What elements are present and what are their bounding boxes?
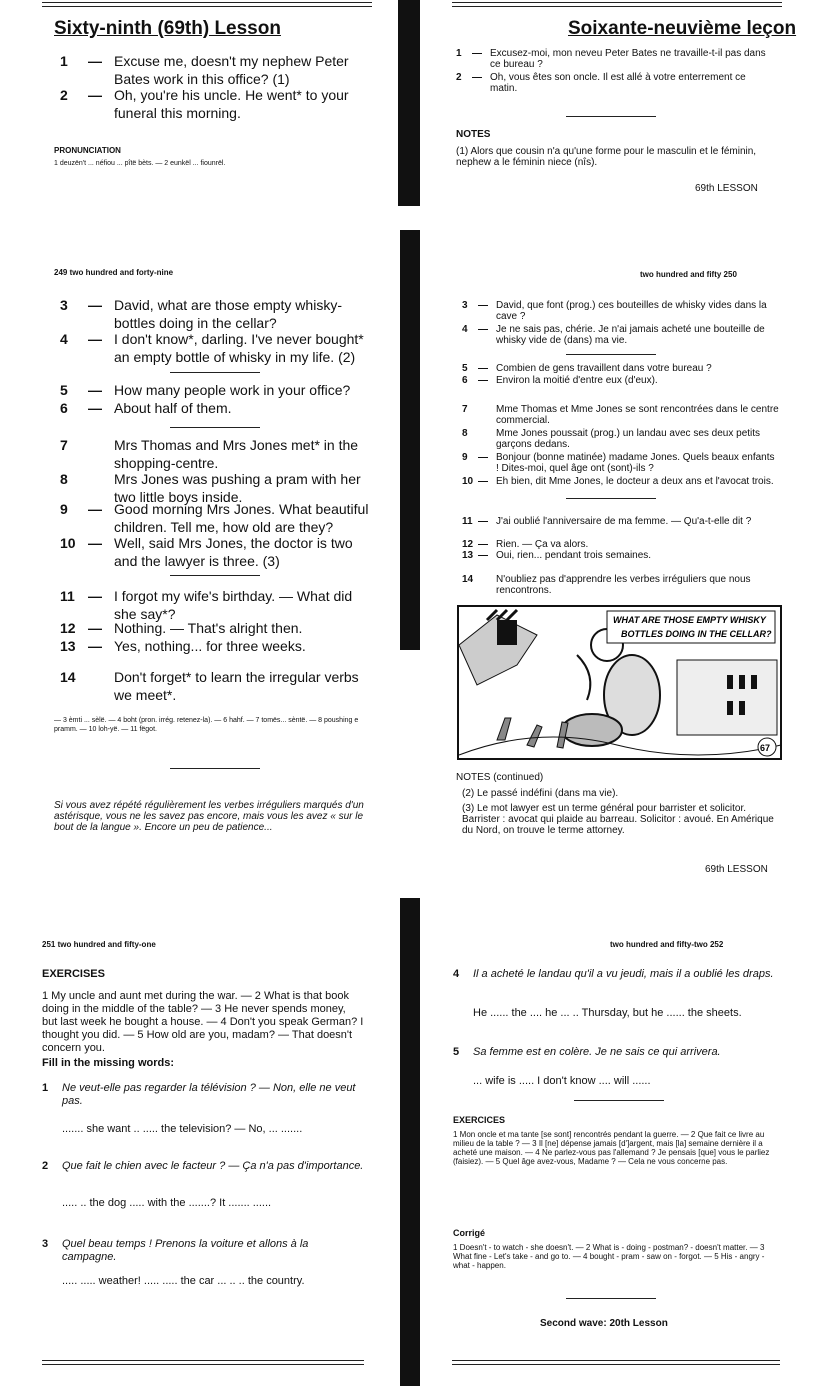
exercises-heading: EXERCISES (42, 968, 105, 980)
dialogue-line (60, 436, 376, 472)
dialogue-line (462, 324, 780, 346)
item-number: 2 (42, 1160, 49, 1172)
page-gutter-1 (398, 0, 420, 206)
page-header-left-3: 251 two hundred and fifty-one (42, 940, 156, 949)
question-text: Ne veut-elle pas regarder la télévision ? — Non, elle ne veut pas. (62, 1082, 356, 1107)
fill-question (42, 1160, 364, 1173)
line-text: Oh, vous êtes son oncle. Il est allé à votre enterrement ce matin. (490, 72, 746, 94)
line-number: 11 (462, 516, 473, 527)
line-number: 7 (60, 437, 68, 453)
line-dash: — (88, 535, 102, 551)
dialogue-line (462, 516, 780, 527)
dialogue-line (462, 574, 780, 596)
line-dash: — (472, 72, 482, 83)
fill-question (453, 968, 775, 981)
separator (566, 498, 656, 499)
separator (170, 427, 260, 428)
dialogue-line (60, 534, 376, 570)
dialogue-line (60, 668, 376, 704)
dialogue-line (462, 375, 780, 386)
fill-blank-answer: ....... she want .. ..... the television? — No, ... ....... (62, 1123, 303, 1135)
line-number: 9 (60, 501, 68, 517)
line-text: Don't forget* to learn the irregular verbs we meet*. (114, 669, 359, 703)
cartoon-caption-line-1: WHAT ARE THOSE EMPTY WHISKY (613, 615, 766, 625)
line-number: 3 (60, 297, 68, 313)
line-number: 4 (462, 324, 468, 335)
dialogue-line (60, 637, 376, 655)
page-gutter-3 (400, 898, 420, 1386)
line-dash: — (88, 87, 102, 103)
line-dash: — (88, 501, 102, 517)
line-dash: — (478, 476, 488, 487)
page-header-right: two hundred and fifty 250 (640, 270, 737, 279)
dialogue-line (60, 86, 376, 122)
line-text: Mrs Jones was pushing a pram with her two little boys inside. (114, 471, 361, 505)
pronunciation-text-2: — 3 èmti ... sèlë. — 4 boht (pron. irrég. retenez-la). — 6 hahf. — 7 tomës... sèntë. — 8 poushing e pramm. — 10 loh-yë. — 11 fëgot. (54, 717, 359, 733)
line-text: Oh, you're his uncle. He went* to your funeral this morning. (114, 87, 349, 121)
note-2: (2) Le passé indéfini (dans ma vie). (462, 788, 619, 799)
line-number: 1 (60, 53, 68, 69)
line-text: Yes, nothing... for three weeks. (114, 638, 306, 654)
dialogue-line (60, 587, 376, 623)
line-dash: — (478, 516, 488, 527)
line-dash: — (88, 382, 102, 398)
separator (574, 1100, 664, 1101)
line-number: 12 (60, 620, 76, 636)
item-number: 4 (453, 968, 460, 980)
line-number: 13 (462, 550, 474, 561)
line-number: 6 (60, 400, 68, 416)
page-gutter-2 (400, 230, 420, 650)
dialogue-line (60, 500, 376, 536)
line-text: Mme Thomas et Mme Jones se sont rencontrées dans le centre commercial. (496, 404, 779, 426)
dialogue-line (60, 296, 376, 332)
line-dash (88, 668, 114, 704)
line-number: 5 (462, 363, 468, 374)
line-number: 8 (462, 428, 468, 439)
top-rule-left (42, 2, 372, 7)
line-text: I don't know*, darling. I've never bought* an empty bottle of whisky in my life. (2) (114, 331, 364, 365)
line-dash: — (478, 452, 488, 463)
line-number: 7 (462, 404, 468, 415)
question-text: Il a acheté le landau qu'il a vu jeudi, mais il a oublié les draps. (473, 968, 774, 980)
cartoon-caption-line-2: BOTTLES DOING IN THE CELLAR? (621, 629, 772, 639)
line-text: Oui, rien... pendant trois semaines. (496, 550, 652, 561)
line-dash: — (88, 620, 102, 636)
note-1: (1) Alors que cousin n'a qu'une forme pour le masculin et le féminin, nephew a le féminin niece (nîs). (456, 146, 757, 168)
line-number: 13 (60, 638, 76, 654)
lesson-tag: 69th LESSON (695, 183, 758, 194)
line-text: Good morning Mrs Jones. What beautiful children. Tell me, how old are they? (114, 501, 369, 535)
line-text: About half of them. (114, 400, 232, 416)
note-3: (3) Le mot lawyer est un terme général pour barrister et solicitor. Barrister : avocat qui plaide au barreau. Solicitor : avoué. En Amérique du Nord, on trouve le terme attorney. (462, 803, 774, 836)
line-dash: — (478, 375, 488, 386)
line-text: Well, said Mrs Jones, the doctor is two and the lawyer is three. (3) (114, 535, 353, 569)
fill-question (453, 1046, 775, 1059)
lesson-tag-2: 69th LESSON (705, 864, 768, 875)
line-text: Excusez-moi, mon neveu Peter Bates ne travaille-t-il pas dans ce bureau ? (490, 48, 766, 70)
fill-heading: Fill in the missing words: (42, 1057, 175, 1069)
line-number: 3 (462, 300, 468, 311)
line-number: 2 (60, 87, 68, 103)
pronunciation-heading: PRONUNCIATION (54, 146, 121, 155)
line-dash: — (478, 300, 488, 311)
line-dash (88, 436, 114, 472)
line-text: David, que font (prog.) ces bouteilles de whisky vides dans la cave ? (496, 300, 767, 322)
item-number: 1 (42, 1082, 49, 1094)
line-text: Bonjour (bonne matinée) madame Jones. Quels beaux enfants ! Dites-moi, quel âge ont (sont)-ils ? (496, 452, 775, 474)
fill-blank-answer: He ...... the .... he ... .. Thursday, but he ...... the sheets. (473, 1007, 742, 1019)
question-text: Sa femme est en colère. Je ne sais ce qui arrivera. (473, 1046, 721, 1058)
page-header-right-3: two hundred and fifty-two 252 (610, 940, 724, 949)
line-text: Mme Jones poussait (prog.) un landau avec ses deux petits garçons dedans. (496, 428, 761, 450)
line-text: N'oubliez pas d'apprendre les verbes irréguliers que nous rencontrons. (496, 574, 751, 596)
line-dash (478, 428, 496, 450)
dialogue-line (462, 476, 780, 487)
dialogue-line (60, 399, 376, 417)
line-number: 9 (462, 452, 468, 463)
lesson-title-en: Sixty-ninth (69th) Lesson (54, 18, 281, 39)
corrige-text: 1 Doesn't - to watch - she doesn't. — 2 What is - doing - postman? - doesn't matter. — 3 What fine - Let's take - and go to. — 4 bought - pram - saw on - forgot. — 5 His - angry - what - happen. (453, 1243, 765, 1270)
line-text: Environ la moitié d'entre eux (d'eux). (496, 375, 658, 386)
dialogue-line (462, 300, 780, 322)
dialogue-line (462, 428, 780, 450)
line-text: Nothing. — That's alright then. (114, 620, 303, 636)
item-number: 3 (42, 1238, 49, 1250)
line-number: 11 (60, 588, 75, 604)
line-number: 12 (462, 539, 474, 550)
fill-question (42, 1082, 364, 1108)
dialogue-line (60, 381, 376, 399)
dialogue-line (456, 48, 774, 70)
line-dash: — (88, 331, 102, 347)
line-number: 10 (462, 476, 474, 487)
fill-blank-answer: ..... ..... weather! ..... ..... the car ... .. .. the country. (62, 1275, 305, 1287)
notes-continued-heading: NOTES (continued) (456, 772, 544, 783)
line-number: 2 (456, 72, 462, 83)
line-text: J'ai oublié l'anniversaire de ma femme. — Qu'a-t-elle dit ? (496, 516, 752, 527)
bottom-rule-right (452, 1360, 780, 1365)
line-number: 8 (60, 471, 68, 487)
line-number: 14 (60, 669, 76, 685)
fill-question (42, 1238, 364, 1264)
dialogue-line (456, 72, 774, 94)
line-text: David, what are those empty whisky-bottles doing in the cellar? (114, 297, 342, 331)
line-number: 5 (60, 382, 68, 398)
corrige-heading: Corrigé (453, 1228, 486, 1238)
separator (566, 116, 656, 117)
line-dash: — (88, 638, 102, 654)
fill-blank-answer: ... wife is ..... I don't know .... will ...... (473, 1075, 651, 1087)
second-wave: Second wave: 20th Lesson (540, 1318, 668, 1329)
dialogue-line (60, 52, 376, 88)
lesson-title-fr: Soixante-neuvième leçon (568, 18, 797, 39)
notes-heading: NOTES (456, 129, 491, 140)
line-text: Mrs Thomas and Mrs Jones met* in the shopping-centre. (114, 437, 359, 471)
line-dash: — (88, 297, 102, 313)
line-dash: — (478, 363, 488, 374)
line-number: 1 (456, 48, 462, 59)
line-text: Eh bien, dit Mme Jones, le docteur a deux ans et l'avocat trois. (496, 476, 774, 487)
line-number: 14 (462, 574, 474, 585)
dialogue-line (462, 550, 780, 561)
line-number: 10 (60, 535, 76, 551)
line-dash: — (88, 400, 102, 416)
line-dash: — (478, 550, 488, 561)
separator (566, 1298, 656, 1299)
bottom-rule-left (42, 1360, 364, 1365)
dialogue-line (60, 619, 376, 637)
line-dash: — (88, 53, 102, 69)
dialogue-line (462, 539, 780, 550)
line-dash: — (478, 539, 488, 550)
dialogue-line (60, 330, 376, 366)
question-text: Que fait le chien avec le facteur ? — Ça n'a pas d'importance. (62, 1160, 364, 1172)
fill-blank-answer: ..... .. the dog ..... with the .......? It ....... ...... (62, 1197, 272, 1209)
exercices-text: 1 Mon oncle et ma tante [se sont] rencontrés pendant la guerre. — 2 Que fait ce livre au milieu de la table ? — 3 Il [ne] dépense jamais [d']argent, mais [la] semaine dernière il a acheté une maison. — 4 Ne parlez-vous pas l'allemand ? Je pensais [que] vous le parliez (faisiez). — 5 Quel âge avez-vous, Madame ? — Cela ne vous concerne pas. (453, 1130, 770, 1166)
line-text: Combien de gens travaillent dans votre bureau ? (496, 363, 712, 374)
line-text: Excuse me, doesn't my nephew Peter Bates work in this office? (1) (114, 53, 349, 87)
top-rule-right (452, 2, 782, 7)
line-dash (478, 404, 496, 426)
page-header-left: 249 two hundred and forty-nine (54, 268, 174, 277)
pronunciation-text: 1 deuzën't ... néfiou ... pîtë bèts. — 2 eunkël ... fiounrël. (54, 160, 226, 167)
dialogue-line (462, 404, 780, 426)
advice-text: Si vous avez répété régulièrement les verbes irréguliers marqués d'un astérisque, vous ne les savez pas encore, mais vous les avez « sur le bout de la langue ». Encore un peu de patience... (54, 800, 364, 833)
item-number: 5 (453, 1046, 460, 1058)
line-text: I forgot my wife's birthday. — What did she say*? (114, 588, 353, 622)
line-text: Rien. — Ça va alors. (496, 539, 589, 550)
line-number: 6 (462, 375, 468, 386)
line-text: How many people work in your office? (114, 382, 351, 398)
cartoon-number: 67 (760, 743, 771, 753)
separator (170, 768, 260, 769)
separator (170, 372, 260, 373)
dialogue-line (462, 363, 780, 374)
line-dash: — (88, 588, 102, 604)
line-dash: — (478, 324, 488, 335)
line-dash (478, 574, 496, 596)
separator (170, 575, 260, 576)
line-text: Je ne sais pas, chérie. Je n'ai jamais acheté une bouteille de whisky vide de (dans) ma vie. (496, 324, 765, 346)
exercises-text: 1 My uncle and aunt met during the war. — 2 What is that book doing in the middle of the table? — 3 He never spends money, but last week he bought a house. — 4 Don't you speak German? I thought you did. — 5 How old are you, madam? — That doesn't concern you. (42, 990, 364, 1054)
line-number: 4 (60, 331, 68, 347)
cartoon-illustration (457, 605, 782, 760)
line-dash: — (472, 48, 482, 59)
dialogue-line (462, 452, 780, 474)
exercices-heading: EXERCICES (453, 1115, 506, 1125)
separator (566, 354, 656, 355)
question-text: Quel beau temps ! Prenons la voiture et allons à la campagne. (62, 1238, 309, 1263)
